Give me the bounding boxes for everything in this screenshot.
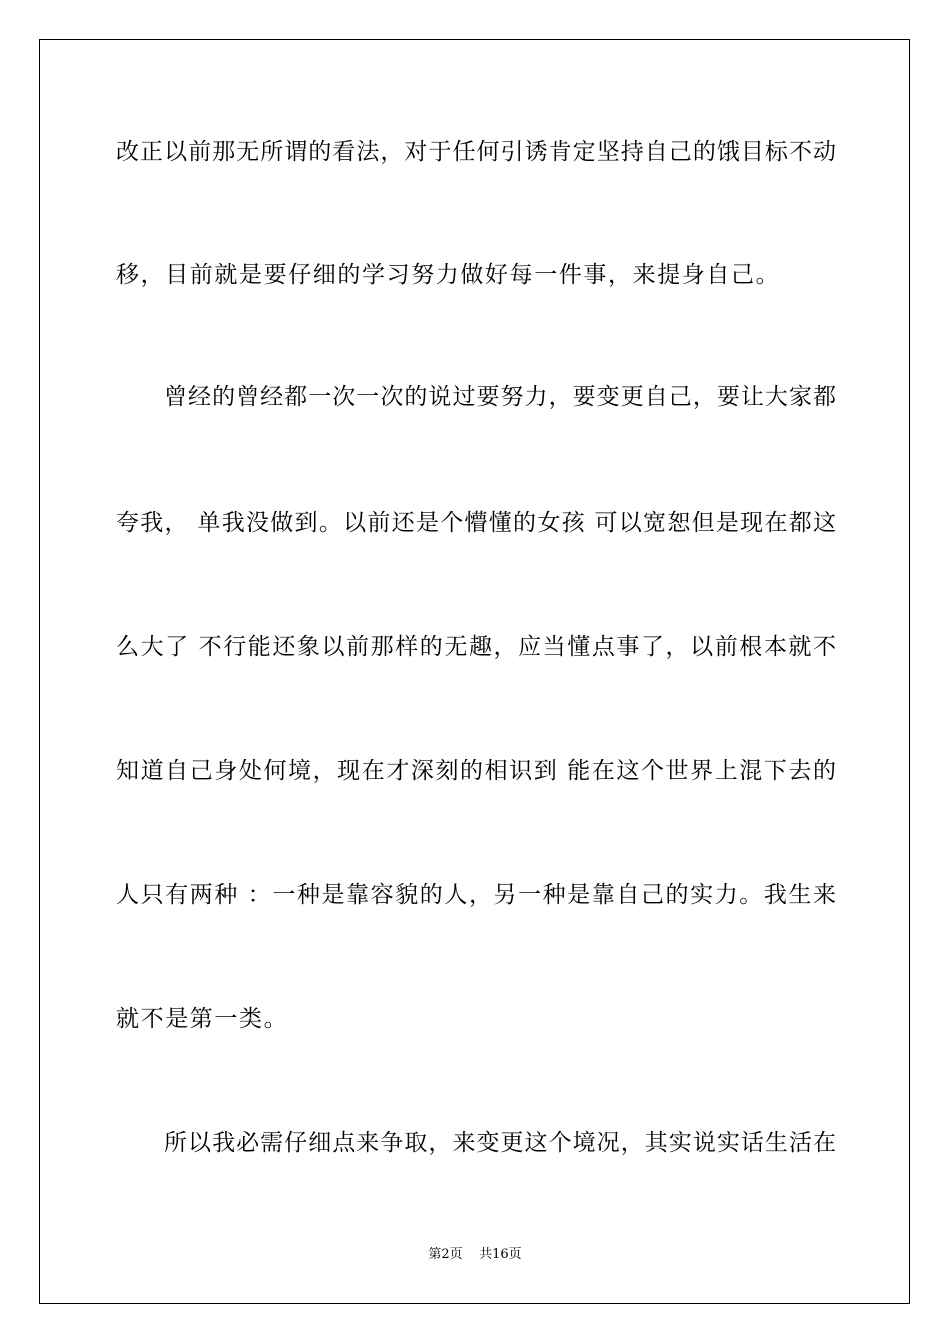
page-footer [0,1247,950,1263]
paragraph-line-2: 移，目前就是要仔细的学习努力做好每一件事，来提身自己。 [116,262,781,288]
page-frame [39,39,910,1304]
paragraph-line-3: 曾经的曾经都一次一次的说过要努力，要变更自己，要让大家都 [164,384,836,410]
paragraph-line-9: 所以我必需仔细点来争取，来变更这个境况，其实说实话生活在 [164,1130,836,1156]
paragraph-line-4: 夸我， 单我没做到。以前还是个懵懂的女孩 可以宽恕但是现在都这 [116,510,836,536]
page-number: 第2页 [428,1247,463,1262]
paragraph-line-1: 改正以前那无所谓的看法，对于任何引诱肯定坚持自己的饿目标不动 [116,139,836,165]
paragraph-line-7: 人只有两种 ：一种是靠容貌的人，另一种是靠自己的实力。我生来 [116,882,836,908]
page-total: 共16页 [479,1247,522,1262]
paragraph-line-5: 么大了 不行能还象以前那样的无趣，应当懂点事了，以前根本就不 [116,634,836,660]
paragraph-line-8: 就不是第一类。 [116,1006,289,1032]
paragraph-line-6: 知道自己身处何境，现在才深刻的相识到 能在这个世界上混下去的 [116,758,836,784]
